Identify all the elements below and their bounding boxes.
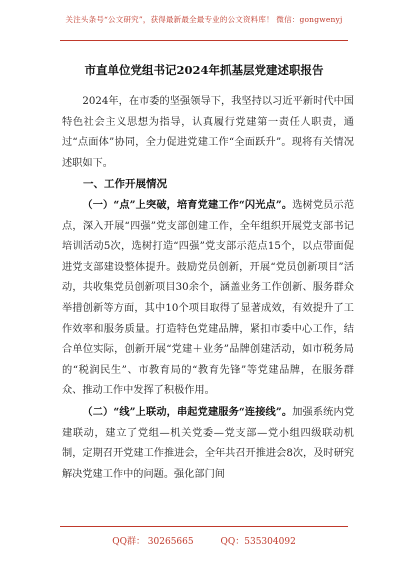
point-1-body: 选树党员示范点，深入开展“四强”党支部创建工作，全年组织开展党支部书记培训活动5次，选树打造“四强”党支部示范点15个，以点带面促进党支部建设整体提升。鼓励党员创新，开展“党员创新项目”活动，共收集党员创新项目30余个，涵盖业务工作创新、服务群众举措创新等方面，其中10个项目取得了显著成效，有效提升了工作效率和服务质量。打造特色党建品牌，紧扣市委中心工作，结合单位实际，创新开展“党建＋业务”品牌创建活动，如市税务局的“税润民生”、市教育局的“教育先锋”等党建品牌，在服务群众、推动工作中发挥了积极作用。 [62,199,355,397]
point-2-heading: （二）“线”上联动，串起党建服务“连接线”。 [82,405,293,418]
document-body [62,92,354,485]
point-2-body: 加强系统内党建联动，建立了党组—机关党委—党支部—党小组四级联动机制，定期召开党建工作推进会，全年共召开推进会8次，及时研究解决党建工作中的问题。强化部门间 [62,406,355,480]
bottom-divider [60,526,348,527]
section-heading-1: 一、工作开展情况 [83,178,167,191]
footer-qq-group: QQ群： 30265665 [112,537,194,547]
point-1-paragraph [62,195,354,402]
footer-contact [0,534,408,547]
intro-paragraph: 2024年，在市委的坚强领导下，我坚持以习近平新时代中国特色社会主义思想为指导，认真履行党建第一责任人职责，通过“点面体”协同，全力促进党建工作“全面跃升”。现将有关情况述职如下。 [62,96,354,169]
footer-qq: QQ：535304092 [220,537,296,547]
top-banner: 关注头条号“公文研究”，获得最新最全最专业的公文资料库！ 微信：gongwenyj [65,15,343,24]
point-2-paragraph [62,402,354,485]
page-title: 市直单位党组书记2024年抓基层党建述职报告 [84,63,324,77]
point-1-heading: （一）“点”上突破，培育党建工作“闪光点”。 [82,198,293,211]
top-divider [60,40,348,41]
